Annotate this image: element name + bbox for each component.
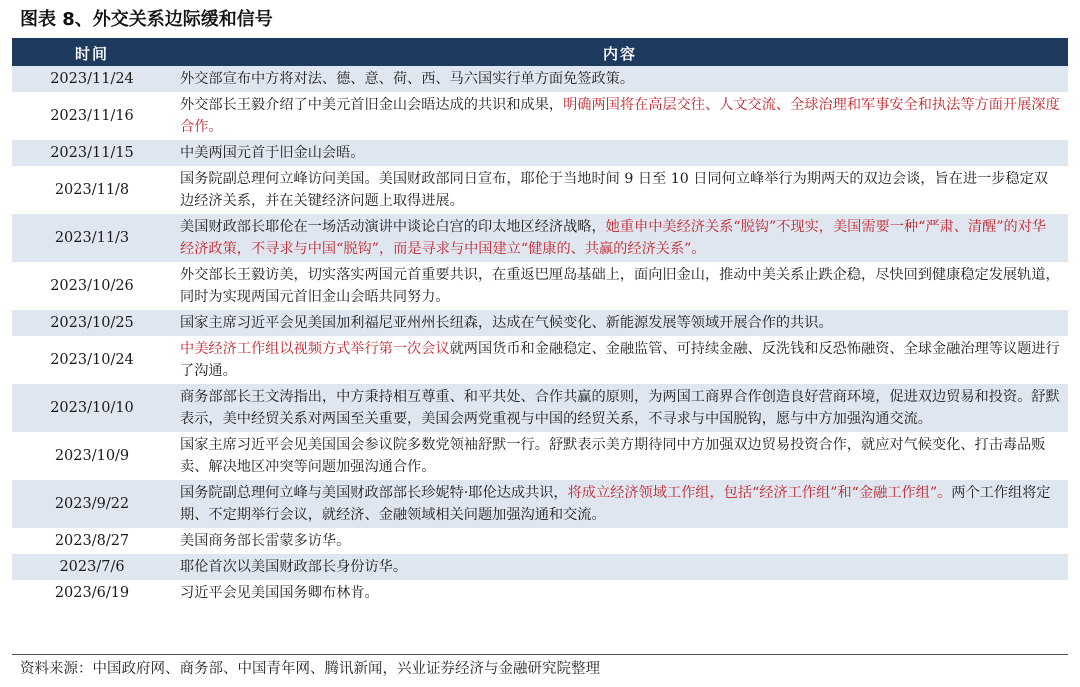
- table-row: [12, 166, 1068, 214]
- content-text: 美国财政部长耶伦在一场活动演讲中谈论白宫的印太地区经济战略，: [180, 219, 606, 235]
- table-row: [12, 214, 1068, 262]
- row-content: [172, 166, 1068, 214]
- table-row: [12, 140, 1068, 166]
- row-date: 2023/8/27: [12, 528, 172, 554]
- figure-title: 图表 8、外交关系边际缓和信号: [20, 9, 273, 30]
- table-row: [12, 528, 1068, 554]
- content-text: 就两国货币和金融稳定、金融监管、可持续金融、反洗钱和反恐怖融资、全球金融治理等议题进行了沟通。: [180, 341, 1060, 379]
- row-date: 2023/10/24: [12, 336, 172, 384]
- content-text: 习近平会见美国国务卿布林肯。: [180, 585, 379, 601]
- header-content: 内容: [172, 40, 1068, 66]
- row-date: 2023/10/26: [12, 262, 172, 310]
- table-row: [12, 262, 1068, 310]
- table-row: [12, 384, 1068, 432]
- table-row: [12, 310, 1068, 336]
- table-row: [12, 66, 1068, 92]
- content-text: 两个工作组将定期、不定期举行会议，就经济、金融领域相关问题加强沟通和交流。: [180, 485, 1051, 523]
- highlighted-text: 将成立经济领域工作组，包括“经济工作组”和“金融工作组”。: [567, 485, 952, 501]
- table-row: [12, 480, 1068, 528]
- content-text: 国家主席习近平会见美国国会参议院多数党领袖舒默一行。舒默表示美方期待同中方加强双边贸易投资合作，就应对气候变化、打击毒品贩卖、解决地区冲突等问题加强沟通合作。: [180, 437, 1046, 475]
- content-text: 美国商务部长雷蒙多访华。: [180, 533, 351, 549]
- row-date: 2023/11/16: [12, 92, 172, 140]
- events-table: [12, 40, 1068, 606]
- row-date: 2023/10/10: [12, 384, 172, 432]
- highlighted-text: 明确两国将在高层交往、人文交流、全球治理和军事安全和执法等方面开展深度合作。: [180, 97, 1060, 135]
- row-date: 2023/11/24: [12, 66, 172, 92]
- header-time: 时间: [12, 40, 172, 66]
- content-text: 外交部宣布中方将对法、德、意、荷、西、马六国实行单方面免签政策。: [180, 71, 635, 87]
- highlighted-text: 她重申中美经济关系“脱钩”不现实，美国需要一种“严肃、清醒”的对华经济政策，不寻求与中国“脱钩”，而是寻求与中国建立“健康的、共赢的经济关系”。: [180, 219, 1047, 257]
- table-row: [12, 580, 1068, 606]
- content-text: 外交部长王毅介绍了中美元首旧金山会晤达成的共识和成果，: [180, 97, 564, 113]
- content-text: 商务部部长王文涛指出，中方秉持相互尊重、和平共处、合作共赢的原则，为两国工商界合作创造良好营商环境，促进双边贸易和投资。舒默表示，美中经贸关系对两国至关重要，美国会两党重视与中国的经贸关系，不寻求与中国脱钩，愿与中方加强沟通交流。: [180, 389, 1060, 427]
- row-content: [172, 432, 1068, 480]
- row-content: [172, 336, 1068, 384]
- table-row: [12, 92, 1068, 140]
- row-content: [172, 528, 1068, 554]
- row-date: 2023/7/6: [12, 554, 172, 580]
- table-header-row: [12, 40, 1068, 66]
- row-content: [172, 92, 1068, 140]
- source-note: 资料来源：中国政府网、商务部、中国青年网、腾讯新闻，兴业证券经济与金融研究院整理: [20, 661, 600, 677]
- row-content: [172, 310, 1068, 336]
- table-row: [12, 336, 1068, 384]
- row-content: [172, 580, 1068, 606]
- row-content: [172, 66, 1068, 92]
- row-content: [172, 214, 1068, 262]
- table-row: [12, 554, 1068, 580]
- content-text: 中美两国元首于旧金山会晤。: [180, 145, 365, 161]
- row-content: [172, 262, 1068, 310]
- row-date: 2023/11/15: [12, 140, 172, 166]
- row-date: 2023/10/9: [12, 432, 172, 480]
- row-date: 2023/11/8: [12, 166, 172, 214]
- content-text: 国家主席习近平会见美国加利福尼亚州州长纽森，达成在气候变化、新能源发展等领域开展合作的共识。: [180, 315, 833, 331]
- row-content: [172, 384, 1068, 432]
- row-date: 2023/11/3: [12, 214, 172, 262]
- row-content: [172, 554, 1068, 580]
- table-row: [12, 432, 1068, 480]
- bottom-rule: [12, 654, 1068, 655]
- row-date: 2023/6/19: [12, 580, 172, 606]
- content-text: 国务院副总理何立峰访问美国。美国财政部同日宣布，耶伦于当地时间 9 日至 10 日同何立峰举行为期两天的双边会谈，旨在进一步稳定双边经济关系，并在关键经济问题上取得进展。: [180, 171, 1048, 209]
- content-text: 耶伦首次以美国财政部长身份访华。: [180, 559, 408, 575]
- row-content: [172, 140, 1068, 166]
- row-date: 2023/10/25: [12, 310, 172, 336]
- content-text: 国务院副总理何立峰与美国财政部部长珍妮特·耶伦达成共识，: [180, 485, 568, 501]
- row-date: 2023/9/22: [12, 480, 172, 528]
- highlighted-text: 中美经济工作组以视频方式举行第一次会议: [180, 341, 450, 357]
- table-body: [12, 66, 1068, 606]
- content-text: 外交部长王毅访美，切实落实两国元首重要共识，在重返巴厘岛基础上，面向旧金山，推动中美关系止跌企稳，尽快回到健康稳定发展轨道，同时为实现两国元首旧金山会晤共同努力。: [180, 267, 1060, 305]
- row-content: [172, 480, 1068, 528]
